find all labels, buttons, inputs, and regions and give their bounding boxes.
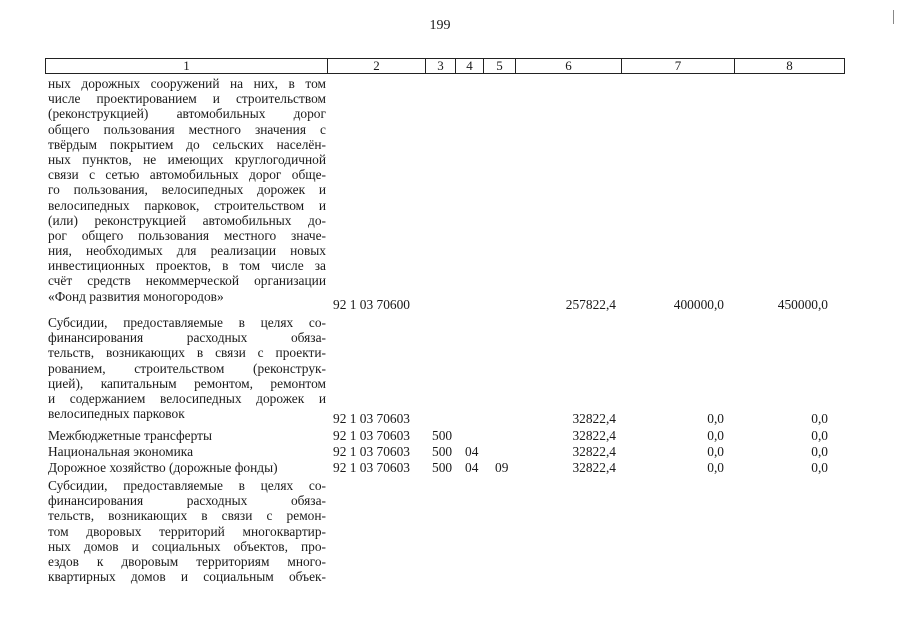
- description-line: цией), капитальным ремонтом, ремонтом: [48, 375, 326, 391]
- value-col6: 32822,4: [572, 444, 616, 459]
- description-line: и содержанием велосипедных дорожек и: [48, 390, 326, 406]
- description-line: тельств, возникающих в связи с проекти-: [48, 345, 326, 361]
- description-line: инвестиционных проектов, в том числе за: [48, 258, 326, 274]
- description-line: Субсидии, предоставляемые в целях со-: [48, 315, 326, 330]
- col5-cell: 09: [495, 460, 509, 475]
- description-line: ния, необходимых для реализации новых: [48, 243, 326, 259]
- description-line: велосипедных парковок: [48, 406, 185, 422]
- description-line: ных домов и социальных объектов, про-: [48, 538, 326, 554]
- row-name: Дорожное хозяйство (дорожные фонды): [48, 460, 278, 475]
- col3-cell: 500: [432, 428, 453, 443]
- description-line: общего пользования местного значения с: [48, 121, 326, 137]
- value-col7: 0,0: [707, 428, 724, 443]
- value-col7: 400000,0: [673, 297, 724, 312]
- description-line: «Фонд развития моногородов»: [48, 288, 224, 304]
- value-col8: 0,0: [811, 411, 828, 426]
- scan-edge-mark: [893, 10, 894, 24]
- code-cell: 92 1 03 70600: [333, 297, 410, 312]
- col4-cell: 04: [465, 444, 479, 459]
- value-col8: 0,0: [811, 428, 828, 443]
- row-name: Национальная экономика: [48, 444, 194, 459]
- column-header-4: 4: [456, 59, 484, 74]
- column-header-6: 6: [516, 59, 622, 74]
- row-name: Межбюджетные трансферты: [48, 428, 212, 443]
- description-block-3: [48, 478, 326, 584]
- description-line: велосипедных парковок, строительством и: [48, 197, 326, 213]
- code-cell: 92 1 03 70603: [333, 444, 410, 459]
- column-header-3: 3: [426, 59, 456, 74]
- description-line: рог общего пользования местного значе-: [48, 227, 326, 243]
- value-col8: 450000,0: [777, 297, 828, 312]
- description-line: тельств, возникающих в связи с ремон-: [48, 508, 326, 524]
- column-header-table: [45, 58, 845, 74]
- description-line: том дворовых территорий многоквартир-: [48, 523, 326, 539]
- description-line: (реконструкцией) автомобильных дорог: [48, 106, 326, 122]
- description-line: счёт средств некоммерческой организации: [48, 273, 326, 289]
- description-line: рованием, строительством (реконструк-: [48, 360, 326, 376]
- description-line: го пользования, велосипедных дорожек и: [48, 182, 326, 198]
- description-line: (или) реконструкцией автомобильных до-: [48, 212, 326, 228]
- code-cell: 92 1 03 70603: [333, 460, 410, 475]
- page-number: 199: [429, 18, 451, 33]
- value-col8: 0,0: [811, 460, 828, 475]
- description-line: ных пунктов, не имеющих круглогодичной: [48, 151, 326, 167]
- column-header-7: 7: [622, 59, 735, 74]
- description-block-1: [48, 76, 326, 304]
- value-col7: 0,0: [707, 411, 724, 426]
- column-header-row: [46, 59, 845, 74]
- description-line: квартирных домов и социальным объек-: [48, 569, 326, 585]
- value-col6: 32822,4: [572, 411, 616, 426]
- description-line: связи с сетью автомобильных дорог обще-: [48, 167, 326, 183]
- value-col6: 32822,4: [572, 428, 616, 443]
- value-col6: 32822,4: [572, 460, 616, 475]
- col4-cell: 04: [465, 460, 479, 475]
- col3-cell: 500: [432, 444, 453, 459]
- value-col7: 0,0: [707, 460, 724, 475]
- description-line: ных дорожных сооружений на них, в том: [48, 76, 326, 91]
- description-line: финансирования расходных обяза-: [48, 493, 326, 509]
- value-col7: 0,0: [707, 444, 724, 459]
- value-col6: 257822,4: [565, 297, 616, 312]
- value-col8: 0,0: [811, 444, 828, 459]
- description-line: финансирования расходных обяза-: [48, 330, 326, 346]
- description-block-2: [48, 315, 326, 421]
- col3-cell: 500: [432, 460, 453, 475]
- column-header-2: 2: [328, 59, 426, 74]
- description-line: ездов к дворовым территориям много-: [48, 553, 326, 569]
- description-line: твёрдым покрытием до сельских населён-: [48, 136, 326, 152]
- description-line: Субсидии, предоставляемые в целях со-: [48, 478, 326, 493]
- column-header-8: 8: [735, 59, 845, 74]
- code-cell: 92 1 03 70603: [333, 411, 410, 426]
- code-cell: 92 1 03 70603: [333, 428, 410, 443]
- column-header-1: 1: [46, 59, 328, 74]
- column-header-5: 5: [484, 59, 516, 74]
- description-line: числе проектированием и строительством: [48, 91, 326, 107]
